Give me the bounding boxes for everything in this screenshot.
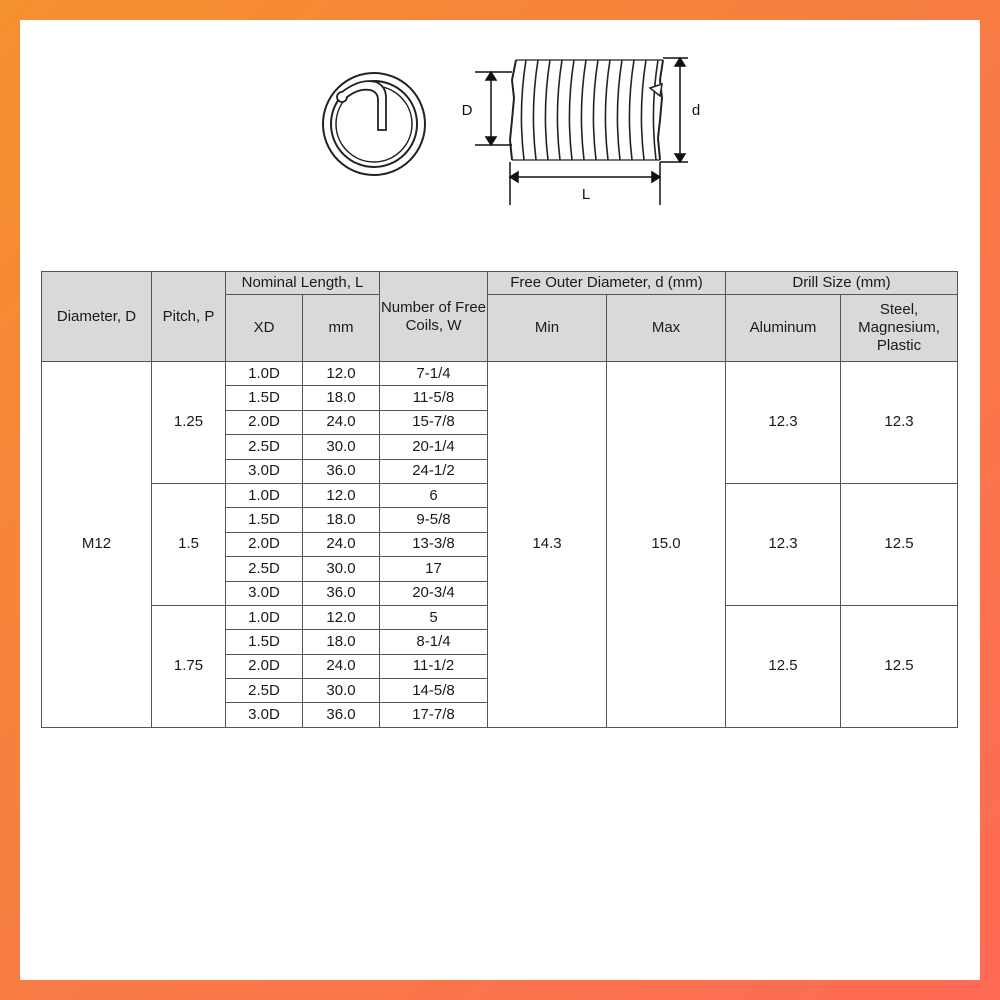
coils-cell: 20-3/4: [380, 581, 488, 605]
xd-cell: 1.0D: [226, 362, 303, 386]
drill-aluminum-cell: 12.5: [726, 605, 841, 727]
thread-line: [629, 60, 634, 160]
header-max: Max: [607, 295, 726, 362]
drill-steel-cell: 12.5: [841, 483, 958, 605]
pitch-cell: 1.5: [152, 483, 226, 605]
xd-cell: 1.0D: [226, 483, 303, 507]
coils-cell: 14-5/8: [380, 679, 488, 703]
xd-cell: 2.0D: [226, 532, 303, 556]
mm-cell: 12.0: [303, 483, 380, 507]
coils-cell: 17: [380, 557, 488, 581]
coil-side-view: [510, 60, 663, 160]
xd-cell: 1.5D: [226, 386, 303, 410]
pitch-cell: 1.25: [152, 362, 226, 484]
mm-cell: 12.0: [303, 605, 380, 629]
coils-cell: 13-3/8: [380, 532, 488, 556]
mm-cell: 18.0: [303, 386, 380, 410]
thread-line: [653, 60, 658, 160]
drill-steel-cell: 12.3: [841, 362, 958, 484]
mm-cell: 36.0: [303, 459, 380, 483]
thread-line: [605, 60, 610, 160]
header-min: Min: [488, 295, 607, 362]
coils-cell: 7-1/4: [380, 362, 488, 386]
mm-cell: 18.0: [303, 630, 380, 654]
mm-cell: 24.0: [303, 410, 380, 434]
xd-cell: 2.0D: [226, 654, 303, 678]
diameter-cell: M12: [42, 362, 152, 728]
drill-steel-cell: 12.5: [841, 605, 958, 727]
free-outer-min-cell: 14.3: [488, 362, 607, 728]
xd-cell: 2.5D: [226, 557, 303, 581]
thread-line: [593, 60, 598, 160]
xd-cell: 2.0D: [226, 410, 303, 434]
dimension-L-label: L: [581, 186, 591, 203]
coils-cell: 8-1/4: [380, 630, 488, 654]
mm-cell: 18.0: [303, 508, 380, 532]
xd-cell: 3.0D: [226, 581, 303, 605]
free-outer-max-cell: 15.0: [607, 362, 726, 728]
header-aluminum: Aluminum: [726, 295, 841, 362]
coils-cell: 17-7/8: [380, 703, 488, 727]
mm-cell: 24.0: [303, 532, 380, 556]
mm-cell: 30.0: [303, 557, 380, 581]
thread-line: [545, 60, 550, 160]
mm-cell: 36.0: [303, 581, 380, 605]
thread-line: [521, 60, 526, 160]
dimension-D-label: D: [461, 102, 473, 119]
header-mm: mm: [303, 295, 380, 362]
table-row: [42, 362, 958, 386]
xd-cell: 2.5D: [226, 435, 303, 459]
dimension-D: [475, 72, 512, 145]
coils-cell: 5: [380, 605, 488, 629]
table-body: [42, 362, 958, 728]
mm-cell: 30.0: [303, 435, 380, 459]
header-free-outer-diameter: Free Outer Diameter, d (mm): [488, 272, 726, 295]
header-steel: Steel, Magnesium, Plastic: [841, 295, 958, 362]
header-free-coils: Number of Free Coils, W: [380, 272, 488, 362]
thread-line: [581, 60, 586, 160]
header-xd: XD: [226, 295, 303, 362]
spec-table: [41, 271, 958, 728]
coils-cell: 24-1/2: [380, 459, 488, 483]
coils-cell: 9-5/8: [380, 508, 488, 532]
table-header: [42, 272, 958, 362]
mm-cell: 12.0: [303, 362, 380, 386]
header-drill-size: Drill Size (mm): [726, 272, 958, 295]
coils-cell: 11-1/2: [380, 654, 488, 678]
helicoil-insert-diagram: [20, 20, 980, 260]
xd-cell: 1.5D: [226, 508, 303, 532]
xd-cell: 3.0D: [226, 703, 303, 727]
drill-aluminum-cell: 12.3: [726, 362, 841, 484]
mm-cell: 36.0: [303, 703, 380, 727]
xd-cell: 1.0D: [226, 605, 303, 629]
mm-cell: 24.0: [303, 654, 380, 678]
header-nominal-length: Nominal Length, L: [226, 272, 380, 295]
thread-line: [533, 60, 538, 160]
thread-line: [617, 60, 622, 160]
mm-cell: 30.0: [303, 679, 380, 703]
thread-line: [569, 60, 574, 160]
dimension-d-label: d: [691, 102, 701, 119]
header-pitch: Pitch, P: [152, 272, 226, 362]
coils-cell: 11-5/8: [380, 386, 488, 410]
xd-cell: 1.5D: [226, 630, 303, 654]
coils-cell: 15-7/8: [380, 410, 488, 434]
dimension-d: [660, 58, 688, 162]
coil-end-view: [323, 73, 425, 175]
header-diameter: Diameter, D: [42, 272, 152, 362]
thread-line: [557, 60, 562, 160]
content-panel: [20, 20, 980, 980]
xd-cell: 2.5D: [226, 679, 303, 703]
pitch-cell: 1.75: [152, 605, 226, 727]
thread-line: [641, 60, 646, 160]
drill-aluminum-cell: 12.3: [726, 483, 841, 605]
coils-cell: 6: [380, 483, 488, 507]
coils-cell: 20-1/4: [380, 435, 488, 459]
xd-cell: 3.0D: [226, 459, 303, 483]
